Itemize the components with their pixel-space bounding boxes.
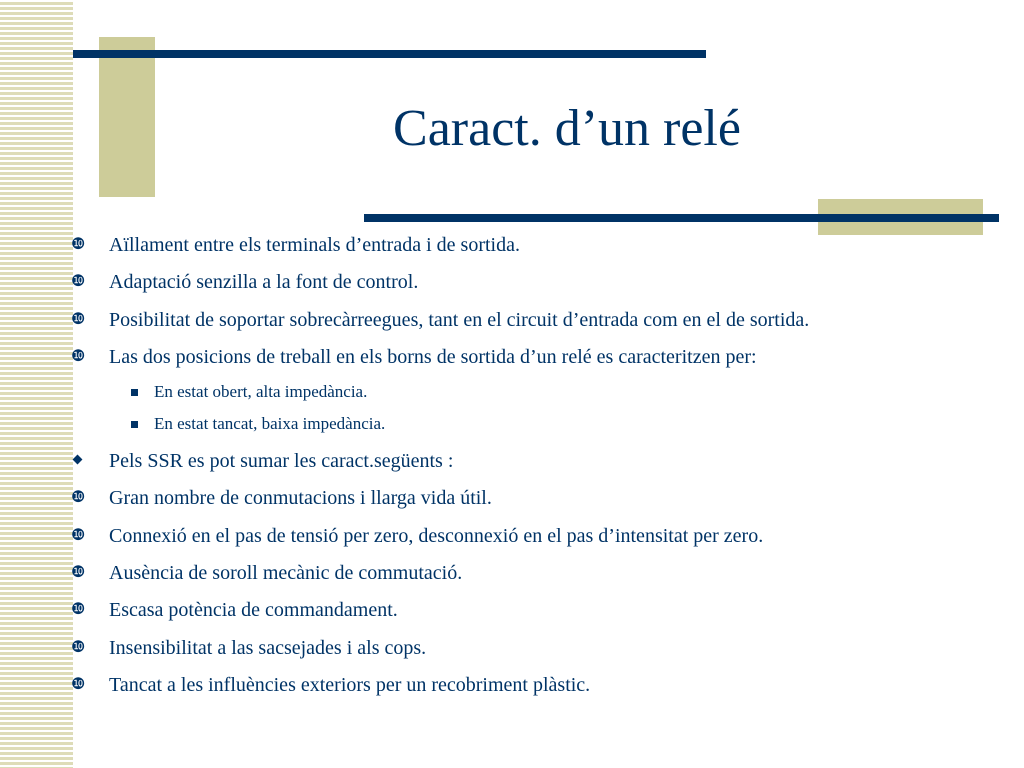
title-bottom-rule xyxy=(364,214,999,222)
bullet-item xyxy=(70,444,1020,481)
bullet-item xyxy=(70,228,1020,265)
bullet-text: Las dos posicions de treball en els borns de sortida d’un relé es caracteritzen per: xyxy=(109,345,757,368)
bullet-item xyxy=(70,340,1020,377)
circled-ten-bullet-icon: ❿ xyxy=(71,601,86,619)
bullet-text: Tancat a les influències exteriors per un recobriment plàstic. xyxy=(109,673,591,696)
bullet-item xyxy=(70,303,1020,340)
bullet-text: Adaptació senzilla a la font de control. xyxy=(109,271,419,294)
circled-ten-bullet-icon: ❿ xyxy=(71,638,86,656)
bullet-item xyxy=(70,593,1020,630)
circled-ten-bullet-icon: ❿ xyxy=(71,273,86,291)
circled-ten-bullet-icon: ❿ xyxy=(71,564,86,582)
slide-title: Caract. d’un relé xyxy=(393,100,741,157)
bullet-text: Posibilitat de soportar sobrecàrreegues, tant en el circuit d’entrada com en el de sortida. xyxy=(109,308,810,331)
bullet-text: Ausència de soroll mecànic de commutació. xyxy=(109,562,463,585)
circled-ten-bullet-icon: ❿ xyxy=(71,347,86,365)
bullet-item xyxy=(70,556,1020,593)
bullet-text: Pels SSR es pot sumar les caract.següents : xyxy=(109,450,454,473)
bullet-text: En estat tancat, baixa impedància. xyxy=(154,414,386,434)
bullet-text: Escasa potència de commandament. xyxy=(109,599,398,622)
sub-bullet-item xyxy=(70,377,1020,409)
bullet-text: En estat obert, alta impedància. xyxy=(154,382,368,402)
sub-bullet-item xyxy=(70,409,1020,444)
bullet-item xyxy=(70,265,1020,302)
square-bullet-icon xyxy=(131,389,138,396)
bullet-item xyxy=(70,481,1020,518)
diamond-bullet-icon xyxy=(73,455,83,465)
bullet-text: Aïllament entre els terminals d’entrada i de sortida. xyxy=(109,234,520,256)
circled-ten-bullet-icon: ❿ xyxy=(71,236,86,253)
circled-ten-bullet-icon: ❿ xyxy=(71,489,86,507)
bullet-text: Insensibilitat a las sacsejades i als cops. xyxy=(109,636,427,659)
bullet-item xyxy=(70,519,1020,556)
circled-ten-bullet-icon: ❿ xyxy=(71,675,86,693)
bullet-item xyxy=(70,631,1020,668)
circled-ten-bullet-icon: ❿ xyxy=(71,526,86,544)
square-bullet-icon xyxy=(131,421,138,428)
bullet-item xyxy=(70,668,1020,705)
bullet-list xyxy=(70,228,1020,705)
title-top-rule xyxy=(73,50,706,58)
circled-ten-bullet-icon: ❿ xyxy=(71,310,86,328)
bullet-text: Gran nombre de conmutacions i llarga vida útil. xyxy=(109,487,492,510)
bullet-text: Connexió en el pas de tensió per zero, desconnexió en el pas d’intensitat per zero. xyxy=(109,524,764,547)
